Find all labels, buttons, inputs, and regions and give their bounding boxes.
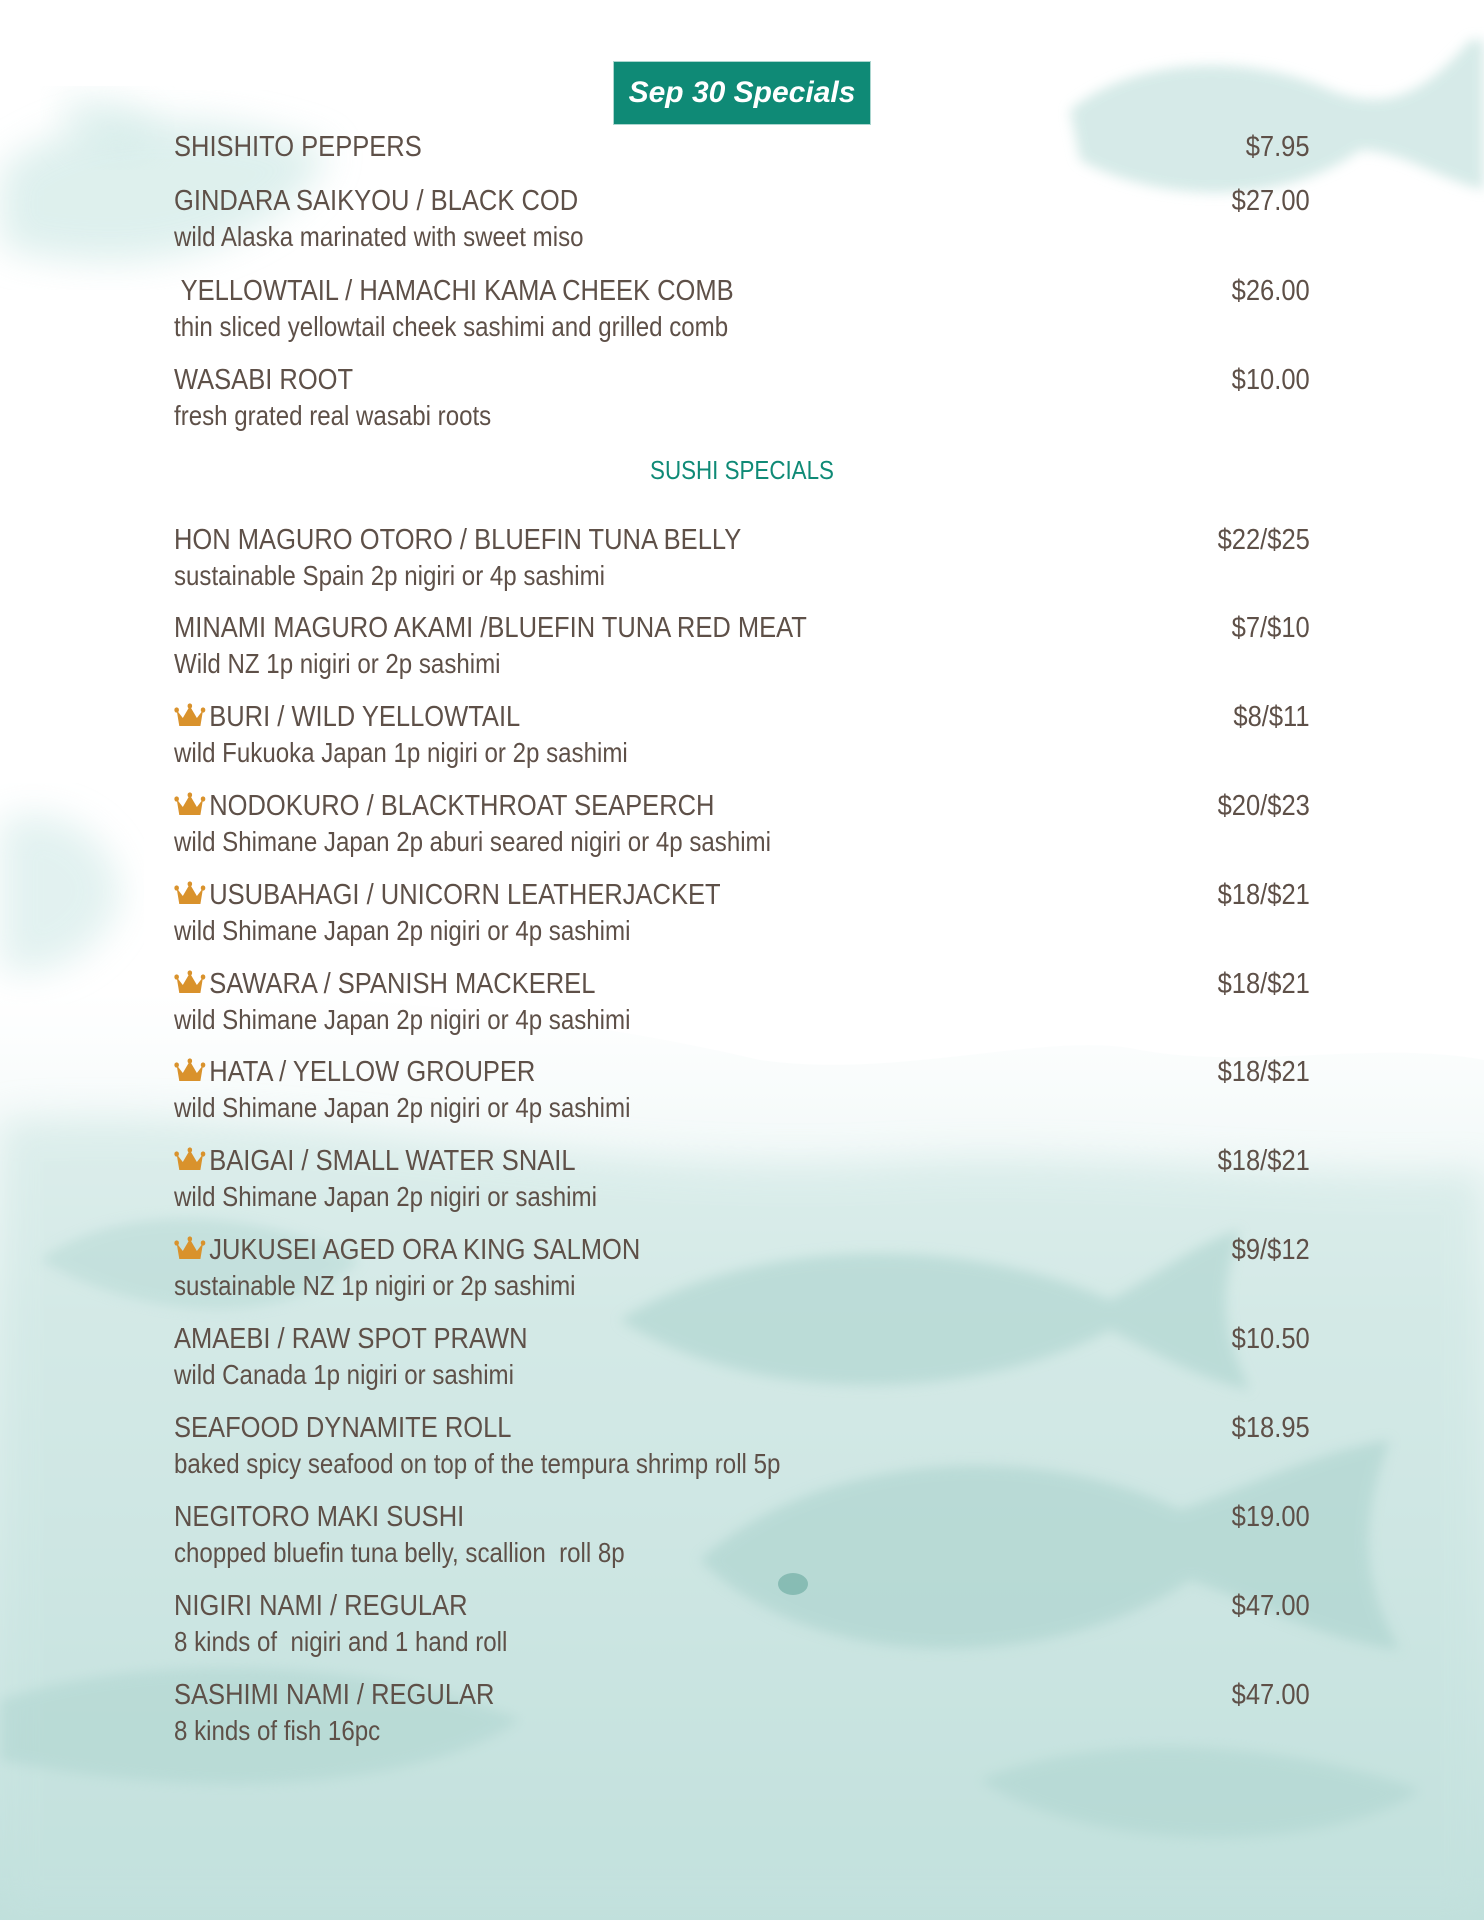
- menu-item: [174, 1232, 1310, 1304]
- section-title-sushi-specials: SUSHI SPECIALS: [650, 455, 834, 485]
- menu-item-name-text: USUBAHAGI / UNICORN LEATHERJACKET: [209, 879, 721, 911]
- menu-item-price: $20/$23: [1217, 790, 1310, 822]
- menu-item-name-text: HATA / YELLOW GROUPER: [209, 1056, 536, 1088]
- menu-item-row: [174, 1677, 1310, 1713]
- menu-item-description: wild Alaska marinated with sweet miso: [174, 221, 584, 252]
- menu-item-name: [174, 610, 807, 646]
- crown-icon: [174, 703, 206, 729]
- menu-item-name-text: GINDARA SAIKYOU / BLACK COD: [174, 185, 579, 217]
- menu-item-row: [174, 273, 1310, 309]
- menu-item-price: $9/$12: [1231, 1234, 1310, 1266]
- menu-item-name: [174, 183, 578, 219]
- menu-item-price: $8/$11: [1233, 701, 1310, 733]
- menu-item: [174, 1143, 1310, 1215]
- menu-item-name-text: SAWARA / SPANISH MACKEREL: [209, 968, 596, 1000]
- menu-item-row: [174, 1410, 1310, 1446]
- menu-item-description: wild Shimane Japan 2p nigiri or sashimi: [174, 1181, 597, 1212]
- menu-item-price: $7/$10: [1231, 612, 1310, 644]
- menu-item-name: [174, 1054, 535, 1090]
- menu-item-description: wild Shimane Japan 2p nigiri or 4p sashimi: [174, 915, 631, 946]
- menu-item-row: [174, 1232, 1310, 1268]
- menu-item-name: [174, 1321, 528, 1357]
- menu-item: [174, 966, 1310, 1038]
- menu-item-name: [174, 788, 714, 824]
- menu-item-name: [174, 273, 734, 309]
- menu-item-name: [174, 362, 353, 398]
- menu-item-description: 8 kinds of nigiri and 1 hand roll: [174, 1626, 508, 1657]
- menu-item: [174, 522, 1310, 594]
- menu-item: [174, 362, 1310, 434]
- menu-item-price: $18/$21: [1217, 968, 1310, 1000]
- menu-item-name: [174, 1410, 511, 1446]
- crown-icon: [174, 792, 206, 818]
- menu-item: [174, 1499, 1310, 1571]
- menu-item-description: thin sliced yellowtail cheek sashimi and grilled comb: [174, 311, 729, 342]
- menu-item-name: [174, 1677, 494, 1713]
- menu-item-row: [174, 610, 1310, 646]
- menu-item: [174, 129, 1310, 165]
- menu-item-description: wild Shimane Japan 2p nigiri or 4p sashimi: [174, 1004, 631, 1035]
- menu-item-name-text: SASHIMI NAMI / REGULAR: [174, 1679, 495, 1711]
- menu-item-name-text: SEAFOOD DYNAMITE ROLL: [174, 1412, 512, 1444]
- menu-item-name-text: AMAEBI / RAW SPOT PRAWN: [174, 1323, 528, 1355]
- menu-item-name-text: YELLOWTAIL / HAMACHI KAMA CHEEK COMB: [174, 275, 734, 307]
- menu-item-name-text: NIGIRI NAMI / REGULAR: [174, 1590, 468, 1622]
- menu-item-description: wild Canada 1p nigiri or sashimi: [174, 1359, 514, 1390]
- menu-item-description: sustainable NZ 1p nigiri or 2p sashimi: [174, 1270, 576, 1301]
- menu-item: [174, 1321, 1310, 1393]
- menu-item-price: $19.00: [1231, 1501, 1310, 1533]
- menu-item-name-text: BAIGAI / SMALL WATER SNAIL: [209, 1145, 576, 1177]
- menu-item-row: [174, 522, 1310, 558]
- menu-item-name-text: NEGITORO MAKI SUSHI: [174, 1501, 465, 1533]
- fish-shape-top-right: [1070, 40, 1484, 193]
- menu-item-description: baked spicy seafood on top of the tempura shrimp roll 5p: [174, 1448, 781, 1479]
- menu-item-price: $47.00: [1231, 1590, 1310, 1622]
- menu-item-name: [174, 1232, 640, 1268]
- menu-item-description: Wild NZ 1p nigiri or 2p sashimi: [174, 648, 501, 679]
- menu-item-name-text: NODOKURO / BLACKTHROAT SEAPERCH: [209, 790, 715, 822]
- menu-item-description: sustainable Spain 2p nigiri or 4p sashimi: [174, 560, 606, 591]
- menu-item-name: [174, 522, 741, 558]
- menu-item-name: [174, 1588, 468, 1624]
- crown-icon: [174, 970, 206, 996]
- crown-icon: [174, 1236, 206, 1262]
- menu-item-row: [174, 966, 1310, 1002]
- crown-icon: [174, 1058, 206, 1084]
- menu-item: [174, 877, 1310, 949]
- menu-item-row: [174, 1143, 1310, 1179]
- menu-item-name: [174, 1143, 576, 1179]
- menu-item: [174, 1054, 1310, 1126]
- menu-item-name-text: WASABI ROOT: [174, 364, 354, 396]
- menu-item-name: [174, 1499, 464, 1535]
- menu-item-price: $22/$25: [1217, 524, 1310, 556]
- menu-item-description: chopped bluefin tuna belly, scallion roll 8p: [174, 1537, 625, 1568]
- menu-item-name-text: JUKUSEI AGED ORA KING SALMON: [209, 1234, 641, 1266]
- menu-item-row: [174, 1499, 1310, 1535]
- menu-item-name-text: SHISHITO PEPPERS: [174, 131, 422, 163]
- menu-item-row: [174, 1054, 1310, 1090]
- menu-item: [174, 183, 1310, 255]
- menu-item-row: [174, 877, 1310, 913]
- menu-item: [174, 1588, 1310, 1660]
- menu-item-price: $47.00: [1231, 1679, 1310, 1711]
- menu-item-row: [174, 183, 1310, 219]
- menu-item: [174, 610, 1310, 682]
- menu-item: [174, 1410, 1310, 1482]
- crown-icon: [174, 881, 206, 907]
- page-title-banner: Sep 30 Specials: [614, 62, 870, 124]
- menu-item: [174, 1677, 1310, 1749]
- menu-item-name: [174, 877, 721, 913]
- menu-item: [174, 273, 1310, 345]
- menu-item-price: $10.50: [1231, 1323, 1310, 1355]
- menu-item-description: wild Shimane Japan 2p aburi seared nigiri or 4p sashimi: [174, 826, 771, 857]
- crown-icon: [174, 1147, 206, 1173]
- menu-item-row: [174, 699, 1310, 735]
- menu-item-row: [174, 1588, 1310, 1624]
- menu-item-name-text: MINAMI MAGURO AKAMI /BLUEFIN TUNA RED MEAT: [174, 612, 807, 644]
- menu-item-description: wild Fukuoka Japan 1p nigiri or 2p sashimi: [174, 737, 628, 768]
- menu-item-name: [174, 129, 422, 165]
- menu-item-row: [174, 788, 1310, 824]
- menu-item-price: $18/$21: [1217, 1056, 1310, 1088]
- menu-item-price: $7.95: [1246, 131, 1310, 163]
- menu-item-row: [174, 129, 1310, 165]
- menu-item-price: $18/$21: [1217, 879, 1310, 911]
- menu-item-price: $27.00: [1231, 185, 1310, 217]
- menu-item-description: 8 kinds of fish 16pc: [174, 1715, 381, 1746]
- menu-item-name: [174, 699, 520, 735]
- menu-item-price: $18/$21: [1217, 1145, 1310, 1177]
- menu-item-name-text: HON MAGURO OTORO / BLUEFIN TUNA BELLY: [174, 524, 742, 556]
- menu-item-description: fresh grated real wasabi roots: [174, 400, 492, 431]
- menu-item-row: [174, 1321, 1310, 1357]
- menu-item-description: wild Shimane Japan 2p nigiri or 4p sashimi: [174, 1092, 631, 1123]
- menu-item-name: [174, 966, 595, 1002]
- menu-item: [174, 699, 1310, 771]
- menu-item-price: $26.00: [1231, 275, 1310, 307]
- menu-item-name-text: BURI / WILD YELLOWTAIL: [209, 701, 521, 733]
- menu-item-price: $18.95: [1231, 1412, 1310, 1444]
- menu-item-row: [174, 362, 1310, 398]
- menu-item: [174, 788, 1310, 860]
- menu-item-price: $10.00: [1231, 364, 1310, 396]
